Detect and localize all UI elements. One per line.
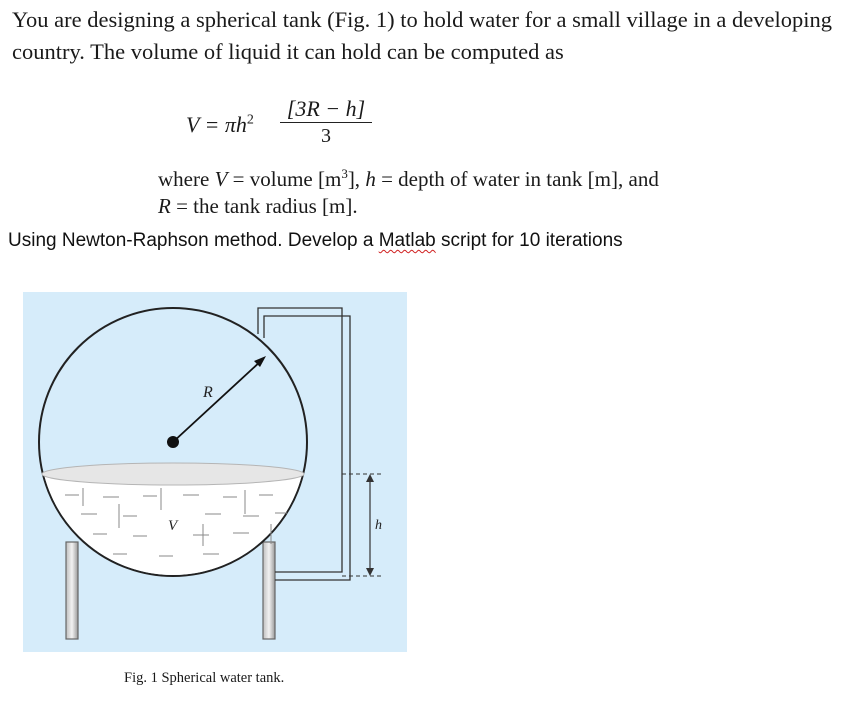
problem-intro: You are designing a spherical tank (Fig. 1) to hold water for a small village in a developing country. The volume of liquid it can hold can be computed as	[12, 7, 833, 64]
tank-leg-right	[263, 542, 275, 639]
h-arrow-down	[366, 568, 374, 576]
spellcheck-flagged-word: Matlab	[378, 230, 436, 251]
definition-line-1: where V = volume $[m^3]$, h = depth of water in tank [m], and	[158, 166, 659, 191]
water-surface	[42, 463, 304, 485]
spherical-tank-figure	[23, 292, 407, 652]
radius-label: R	[203, 384, 213, 401]
h-arrow-up	[366, 474, 374, 482]
variable-definitions	[158, 160, 659, 220]
formula-numerator: [3R − h]	[280, 96, 372, 123]
task-statement: Using Newton-Raphson method. Develop a Matlab script for 10 iterations	[8, 230, 623, 251]
tank-leg-left	[66, 542, 78, 639]
definition-line-2: R = the tank radius [m].	[158, 194, 358, 218]
height-label: h	[375, 518, 382, 533]
formula-lhs: $V = \pi h^2$	[186, 112, 254, 137]
formula-denominator: 3	[321, 125, 331, 147]
tank-diagram	[23, 292, 407, 652]
figure-caption: Fig. 1 Spherical water tank.	[124, 670, 285, 686]
formula-fraction	[280, 96, 372, 149]
volume-label: V	[168, 518, 178, 534]
